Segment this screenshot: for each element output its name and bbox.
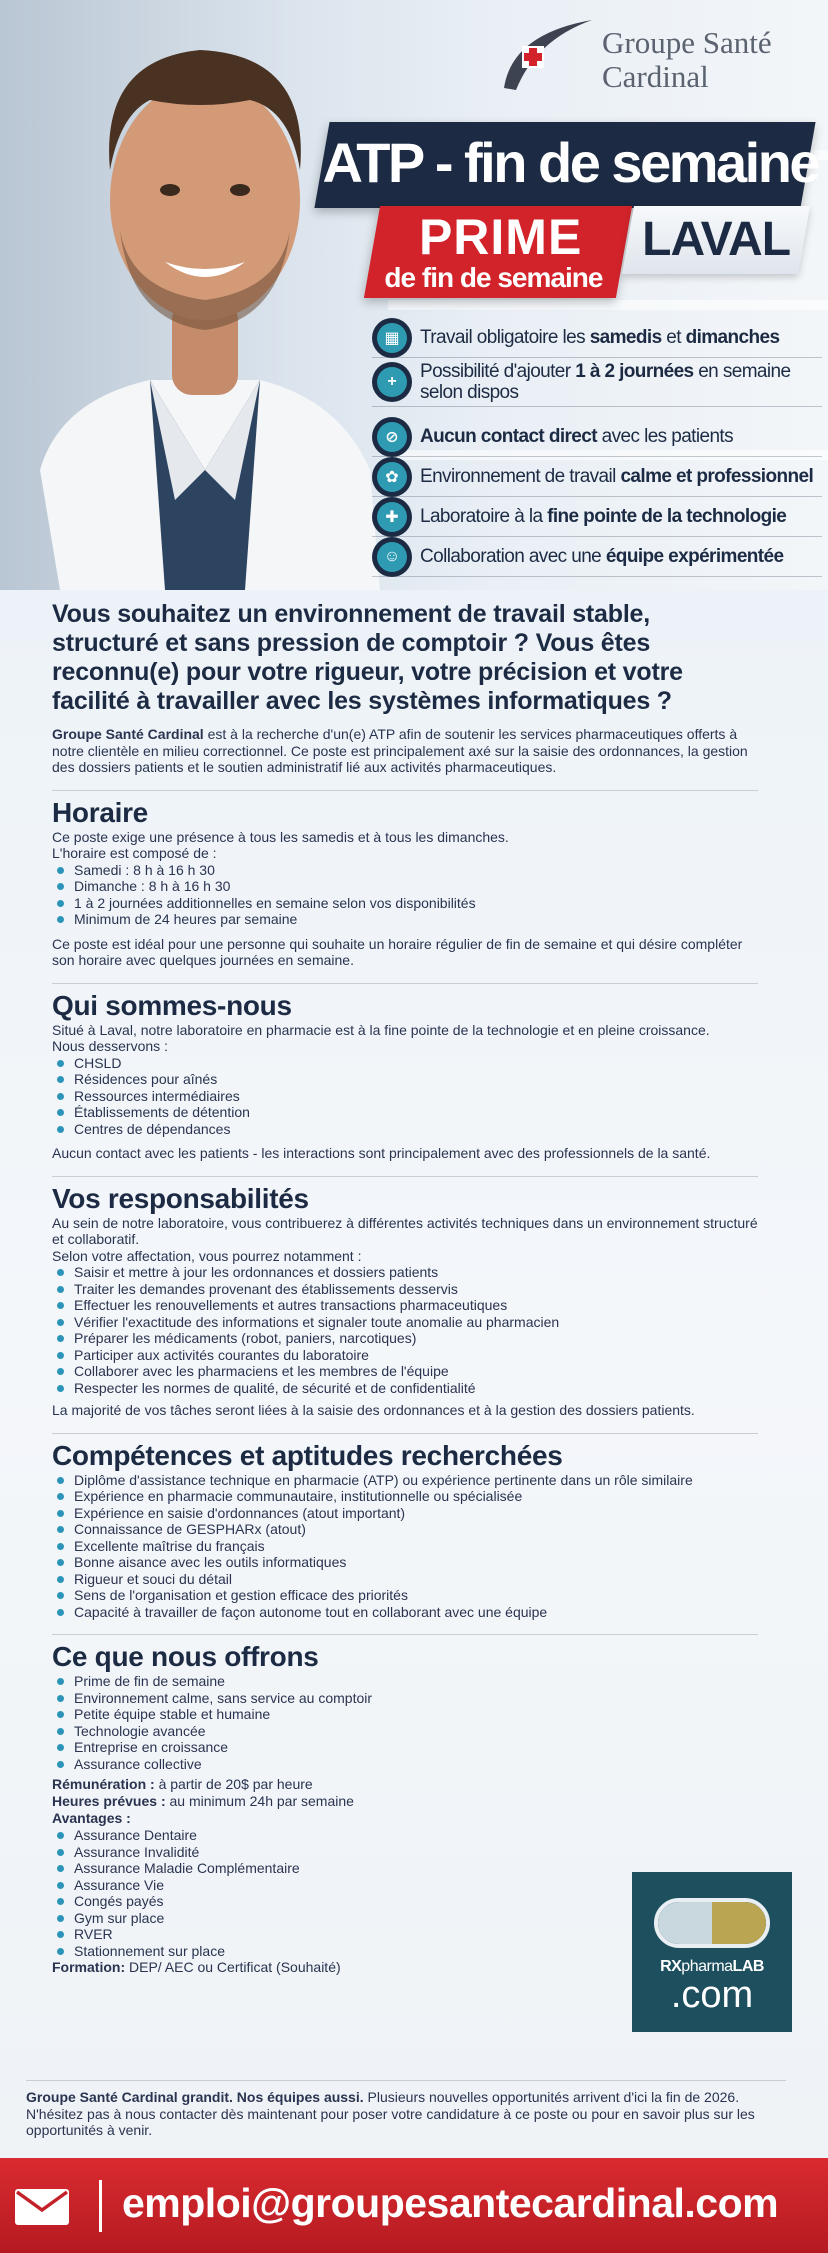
list-item: Petite équipe stable et humaine bbox=[52, 1706, 758, 1723]
offer-list bbox=[52, 1673, 758, 1772]
list-item: Excellente maîtrise du français bbox=[52, 1538, 758, 1555]
list-item: Dimanche : 8 h à 16 h 30 bbox=[52, 878, 758, 895]
list-item: Expérience en pharmacie communautaire, institutionnelle ou spécialisée bbox=[52, 1488, 758, 1505]
closing-block bbox=[26, 2080, 786, 2139]
formation: Formation: DEP/ AEC ou Certificat (Souhaité) bbox=[52, 1959, 341, 1975]
contact-email-link[interactable]: emploi@groupesantecardinal.com bbox=[122, 2180, 779, 2226]
section-qui-sommes-nous: Qui sommes-nous Situé à Laval, notre laboratoire en pharmacie est à la fine pointe de la technologie et en pleine croissance. Nous desservons : CHSLD Résidences pour aînés Ressources intermédiaires Établissements de détention Centres de dépendances Aucun contact avec les patients - les interactions sont principalement avec des professionnels de la santé. bbox=[52, 983, 758, 1162]
team-icon: ☺ bbox=[372, 537, 412, 577]
skills-list bbox=[52, 1472, 758, 1621]
list-item: Effectuer les renouvellements et autres transactions pharmaceutiques bbox=[52, 1297, 758, 1314]
list-item: Minimum de 24 heures par semaine bbox=[52, 911, 758, 928]
feature-extra-days: + Possibilité d'ajouter 1 à 2 journées en semaine selon dispos bbox=[372, 358, 822, 407]
list-item: Collaborer avec les pharmaciens et les membres de l'équipe bbox=[52, 1363, 758, 1380]
list-item: Prime de fin de semaine bbox=[52, 1673, 758, 1690]
location-banner bbox=[622, 206, 810, 274]
list-item: Ressources intermédiaires bbox=[52, 1088, 758, 1105]
list-item: Rigueur et souci du détail bbox=[52, 1571, 758, 1588]
list-item: Assurance Vie bbox=[52, 1877, 758, 1894]
list-item: Capacité à travailler de façon autonome tout en collaborant avec une équipe bbox=[52, 1604, 758, 1621]
prime-sublabel: de fin de semaine bbox=[384, 262, 603, 293]
section-title: Horaire bbox=[52, 796, 148, 828]
list-item: Stationnement sur place bbox=[52, 1943, 758, 1960]
list-item: Expérience en saisie d'ordonnances (atout important) bbox=[52, 1505, 758, 1522]
intro-heading: Vous souhaitez un environnement de travail stable, structuré et sans pression de comptoir ? Vous êtes reconnu(e) pour votre rigueur, votre précision et votre facilité à travailler avec les systèmes informatiques ? bbox=[52, 600, 683, 715]
groupe-sante-cardinal-logo bbox=[496, 14, 816, 100]
list-item: Environnement calme, sans service au comptoir bbox=[52, 1690, 758, 1707]
section-title: Qui sommes-nous bbox=[52, 989, 292, 1021]
calendar-plus-icon: + bbox=[372, 362, 412, 402]
calendar-icon: ▦ bbox=[372, 318, 412, 358]
list-item: Vérifier l'exactitude des informations et signaler toute anomalie au pharmacien bbox=[52, 1314, 758, 1331]
feature-weekend: ▦ Travail obligatoire les samedis et dimanches bbox=[372, 318, 822, 358]
logo-name-line1: Groupe Santé bbox=[602, 25, 772, 60]
shelf bbox=[388, 300, 828, 310]
list-item: Assurance Dentaire bbox=[52, 1827, 758, 1844]
intro-paragraph: Groupe Santé Cardinal est à la recherche d'un(e) ATP afin de soutenir les services pharmaceutiques offerts à notre clientèle en milieu correctionnel. Ce poste est principalement axé sur la saisie des ordonnances, la gestion des dossiers patients et le soutien administratif lié aux activités pharmaceutiques. bbox=[52, 726, 748, 775]
list-item: Assurance Invalidité bbox=[52, 1844, 758, 1861]
closing-paragraph: Groupe Santé Cardinal grandit. Nos équipes aussi. Plusieurs nouvelles opportunités arrivent d'ici la fin de 2026. N'hésitez pas à nous contacter dès maintenant pour poser votre candidature à ce poste ou pour en savoir plus sur les opportunités à venir. bbox=[26, 2080, 786, 2139]
prime-label: PRIME bbox=[418, 209, 583, 265]
cardinal-swoosh-icon bbox=[496, 14, 602, 100]
section-competences bbox=[52, 1433, 758, 1621]
feature-technology: ✚ Laboratoire à la fine pointe de la technologie bbox=[372, 497, 822, 537]
medical-kit-icon: ✚ bbox=[372, 497, 412, 537]
list-item: Traiter les demandes provenant des établissements desservis bbox=[52, 1281, 758, 1298]
rxpharmalab-name: RXpharmaLAB bbox=[660, 1958, 764, 1975]
list-item: Centres de dépendances bbox=[52, 1121, 758, 1138]
envelope-icon bbox=[14, 2188, 70, 2226]
feature-no-contact: ⊘ Aucun contact direct avec les patients bbox=[372, 417, 822, 457]
list-item: Bonne aisance avec les outils informatiques bbox=[52, 1554, 758, 1571]
location-label: LAVAL bbox=[642, 213, 791, 266]
pharmacist-photo bbox=[0, 0, 400, 590]
list-item: CHSLD bbox=[52, 1055, 758, 1072]
list-item: RVER bbox=[52, 1926, 758, 1943]
contact-footer bbox=[0, 2158, 828, 2253]
list-item: Saisir et mettre à jour les ordonnances et dossiers patients bbox=[52, 1264, 758, 1281]
responsibilities-list bbox=[52, 1264, 758, 1396]
avantages-label: Avantages : bbox=[52, 1810, 131, 1826]
section-title: Compétences et aptitudes recherchées bbox=[52, 1439, 563, 1471]
list-item: Entreprise en croissance bbox=[52, 1739, 758, 1756]
list-item: Participer aux activités courantes du laboratoire bbox=[52, 1347, 758, 1364]
list-item: Résidences pour aînés bbox=[52, 1071, 758, 1088]
section-title: Vos responsabilités bbox=[52, 1182, 309, 1214]
list-item: Respecter les normes de qualité, de sécurité et de confidentialité bbox=[52, 1380, 758, 1397]
rxpharmalab-logo bbox=[632, 1872, 792, 2032]
list-item: Samedi : 8 h à 16 h 30 bbox=[52, 862, 758, 879]
list-item: Sens de l'organisation et gestion efficace des priorités bbox=[52, 1587, 758, 1604]
remuneration: Rémunération : à partir de 20$ par heure bbox=[52, 1776, 313, 1792]
list-item: Gym sur place bbox=[52, 1910, 758, 1927]
no-contact-icon: ⊘ bbox=[372, 417, 412, 457]
heures-prevues: Heures prévues : au minimum 24h par semaine bbox=[52, 1793, 354, 1809]
list-item: Établissements de détention bbox=[52, 1104, 758, 1121]
list-item: Connaissance de GESPHARx (atout) bbox=[52, 1521, 758, 1538]
prime-banner bbox=[364, 206, 632, 298]
list-item: Assurance Maladie Complémentaire bbox=[52, 1860, 758, 1877]
list-item: Assurance collective bbox=[52, 1756, 758, 1773]
clientele-list bbox=[52, 1055, 758, 1138]
horaire-list bbox=[52, 862, 758, 928]
capsule-icon bbox=[654, 1898, 770, 1948]
footer-divider bbox=[99, 2180, 102, 2232]
rxpharmalab-domain: .com bbox=[670, 1974, 754, 2016]
hero-banner bbox=[0, 0, 828, 590]
section-title: Ce que nous offrons bbox=[52, 1641, 319, 1672]
list-item: Congés payés bbox=[52, 1893, 758, 1910]
list-item: 1 à 2 journées additionnelles en semaine selon vos disponibilités bbox=[52, 895, 758, 912]
feature-list bbox=[372, 318, 822, 577]
section-horaire: Horaire Ce poste exige une présence à tous les samedis et à tous les dimanches. L'horaire est composé de : Samedi : 8 h à 16 h 30 Dimanche : 8 h à 16 h 30 1 à 2 journées additionnelles en semaine selon vos disponibilités Minimum de 24 heures par semaine Ce poste est idéal pour une personne qui souhaite un horaire régulier de fin de semaine et qui désire compléter son horaire avec quelques journées en semaine. bbox=[52, 790, 758, 969]
section-responsabilites: Vos responsabilités Au sein de notre laboratoire, vous contribuerez à différentes activités techniques dans un environnement structuré et collaboratif. Selon votre affectation, vous pourrez notamment : Saisir et mettre à jour les ordonnances et dossiers patients Traiter les demandes provenant des établissements desservis Effectuer les renouvellements et autres transactions pharmaceutiques Vérifier l'exactitude des informations et signaler toute anomalie au pharmacien Préparer les médicaments (robot, paniers, narcotiques) Participer aux activités courantes du laboratoire Collaborer avec les pharmaciens et les membres de l'équipe Respecter les normes de qualité, de sécurité et de confidentialité La majorité de vos tâches seront liées à la saisie des ordonnances et à la gestion des dossiers patients. bbox=[52, 1176, 758, 1419]
job-posting-body bbox=[52, 600, 758, 1976]
list-item: Diplôme d'assistance technique en pharmacie (ATP) ou expérience pertinente dans un rôle similaire bbox=[52, 1472, 758, 1489]
list-item: Technologie avancée bbox=[52, 1723, 758, 1740]
job-title: ATP - fin de semaine bbox=[322, 131, 819, 194]
feature-team: ☺ Collaboration avec une équipe expérimentée bbox=[372, 537, 822, 577]
feature-calm-environment: ✿ Environnement de travail calme et professionnel bbox=[372, 457, 822, 497]
list-item: Préparer les médicaments (robot, paniers, narcotiques) bbox=[52, 1330, 758, 1347]
lotus-icon: ✿ bbox=[372, 457, 412, 497]
logo-name-line2: Cardinal bbox=[602, 59, 709, 94]
job-title-banner bbox=[314, 122, 819, 208]
